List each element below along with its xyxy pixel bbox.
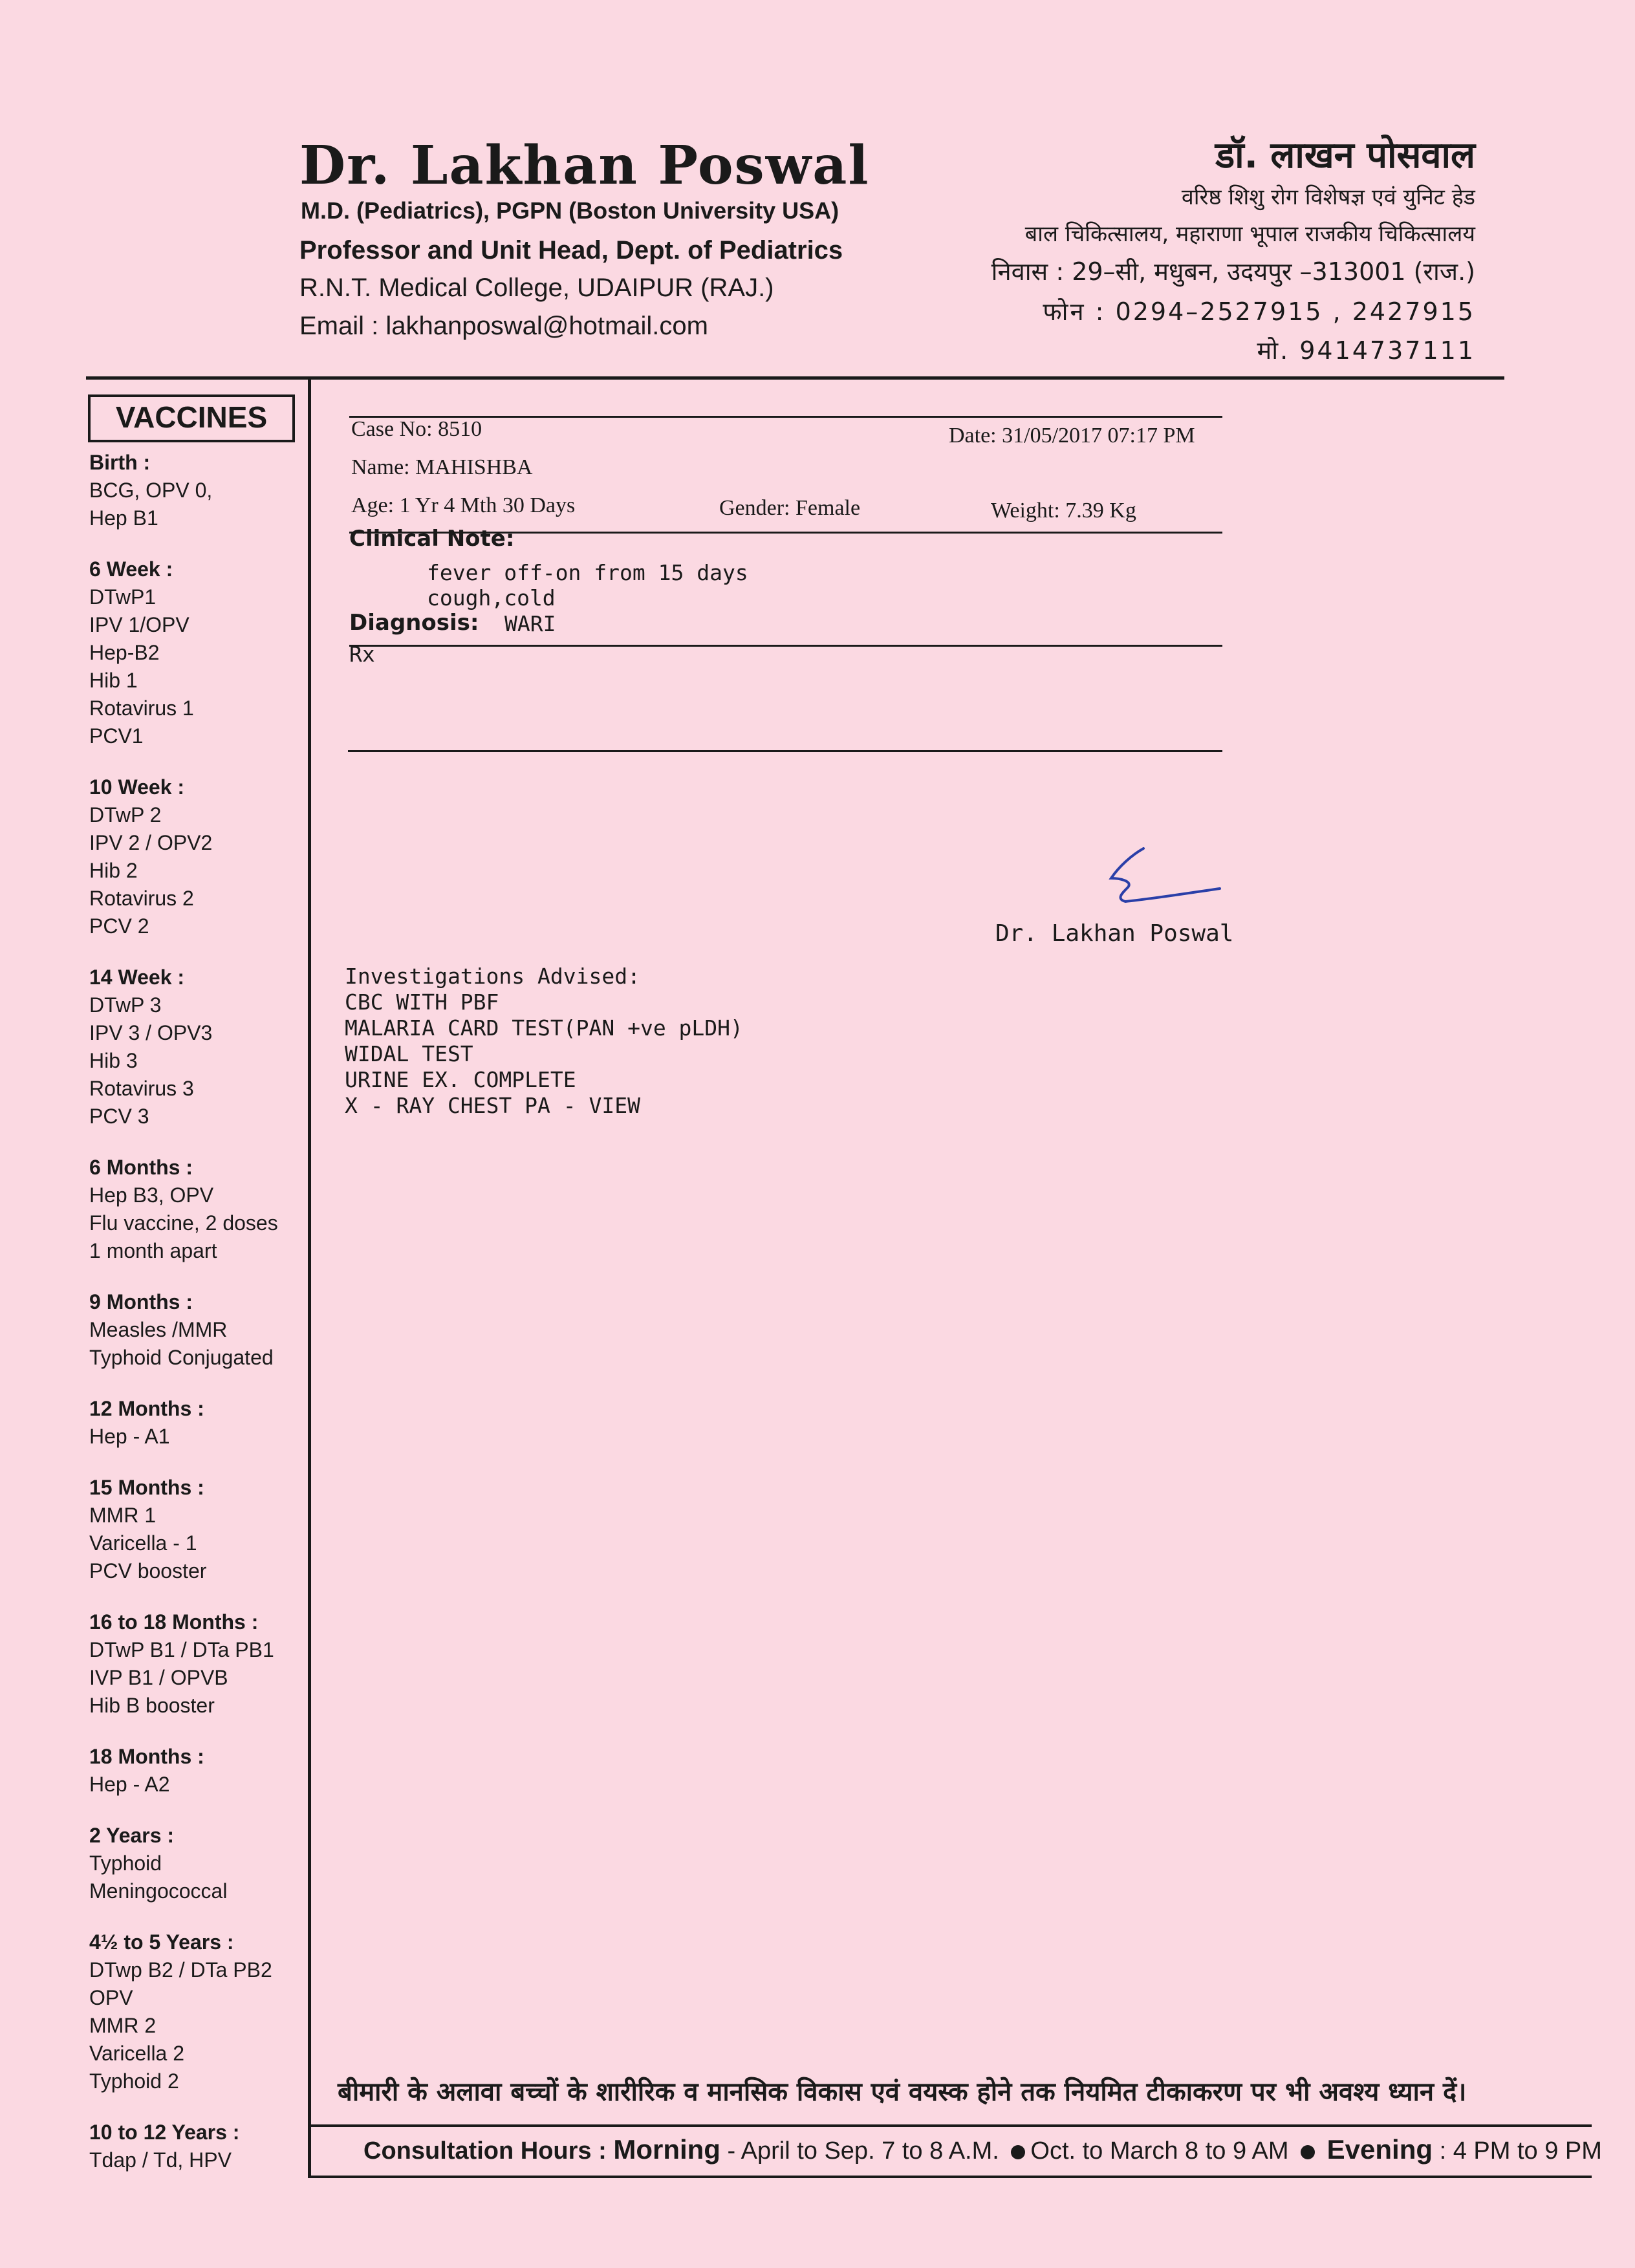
hindi-phone: फोन : 0294–2527915 , 2427915 [1043,297,1475,326]
vaccine-item: Measles /MMR [89,1318,228,1341]
vaccine-item: 1 month apart [89,1239,217,1262]
vaccine-group-title: 6 Week : [89,557,173,581]
vaccine-group [89,773,309,940]
hindi-residence: निवास : 29–सी, मधुबन, उदयपुर –313001 (राज.) [991,257,1475,286]
diagnosis-rule [349,645,1222,647]
vaccine-item: PCV1 [89,724,144,748]
vaccine-item: Rotavirus 3 [89,1077,194,1100]
vaccine-group [89,1822,309,1905]
doctor-name-hindi: डॉ. लाखन पोसवाल [1215,135,1475,177]
vaccine-item: DTwP B1 / DTa PB1 [89,1638,274,1661]
vaccine-group [89,2119,309,2174]
hindi-hospital: बाल चिकित्सालय, महाराणा भूपाल राजकीय चिकित्सालय [1024,221,1475,247]
investigation-item: MALARIA CARD TEST(PAN +ve pLDH) [345,1015,743,1041]
vaccine-item: Typhoid [89,1852,162,1875]
footer-hindi-note: बीमारी के अलावा बच्चों के शारीरिक व मानसिक विकास एवं वयस्क होने तक नियमित टीकाकरण पर भी अवश्य ध्यान दें। [338,2077,1467,2107]
vaccine-item: BCG, OPV 0, [89,479,213,502]
vaccine-group [89,1474,309,1585]
investigation-item: URINE EX. COMPLETE [345,1067,576,1092]
vaccine-item: Typhoid 2 [89,2069,179,2093]
patient-weight: Weight: 7.39 Kg [991,499,1136,523]
rx-bottom-rule [348,750,1222,752]
visit-date: Date: 31/05/2017 07:17 PM [949,424,1195,448]
footer-bottom-rule [311,2176,1592,2178]
vaccine-item: Rotavirus 2 [89,887,194,910]
vaccine-group-title: 4½ to 5 Years : [89,1930,234,1954]
morning-label: Morning [613,2134,720,2165]
vaccine-group-title: 9 Months : [89,1290,193,1313]
investigations-label: Investigations Advised: [345,964,640,989]
vaccine-item: PCV 2 [89,914,149,938]
investigations-list [345,989,743,1119]
vaccine-item: MMR 1 [89,1504,157,1527]
vaccine-item: MMR 2 [89,2014,157,2037]
vaccine-group-title: 12 Months : [89,1397,204,1420]
vaccine-item: DTwp B2 / DTa PB2 [89,1958,272,1982]
vaccine-group [89,1288,309,1372]
vaccine-item: Varicella 2 [89,2042,185,2065]
doctor-college: R.N.T. Medical College, UDAIPUR (RAJ.) [299,274,774,302]
vaccine-item: Flu vaccine, 2 doses [89,1211,278,1235]
hours-label: Consultation Hours : [363,2137,607,2165]
vaccine-group [89,449,309,532]
vaccine-item: IVP B1 / OPVB [89,1666,228,1689]
doctor-signature [1074,841,1222,912]
consultation-hours [363,2134,1602,2165]
hindi-mobile: मो. 9414737111 [1257,336,1475,365]
vaccine-group-title: 10 to 12 Years : [89,2121,240,2144]
diagnosis-value: WARI [504,611,556,636]
vaccine-item: Hep B1 [89,506,158,530]
bullet-dot [1011,2145,1025,2159]
vaccine-group [89,556,309,750]
vaccine-group [89,1743,309,1798]
investigation-item: WIDAL TEST [345,1041,473,1066]
evening-text: : 4 PM to 9 PM [1433,2137,1602,2165]
vaccine-item: OPV [89,1986,133,2009]
doctor-degrees: M.D. (Pediatrics), PGPN (Boston University USA) [301,197,839,224]
signature-name: Dr. Lakhan Poswal [995,920,1234,947]
vaccine-group [89,964,309,1130]
vaccine-item: Hib 2 [89,859,138,882]
vaccine-group [89,1608,309,1720]
bullet-dot [1301,2145,1315,2159]
vaccine-item: Hep - A1 [89,1425,170,1448]
vaccine-group-title: 14 Week : [89,966,185,989]
patient-gender: Gender: Female [719,496,861,520]
vaccine-item: DTwP 2 [89,803,162,826]
vaccine-item: PCV booster [89,1559,207,1582]
footer-top-rule [311,2124,1592,2127]
vaccine-group-title: 10 Week : [89,775,185,799]
vaccine-group [89,1928,309,2095]
vaccine-group-title: 2 Years : [89,1824,175,1847]
vaccine-group-title: 15 Months : [89,1476,204,1499]
vaccine-group-title: 18 Months : [89,1745,204,1768]
doctor-name: Dr. Lakhan Poswal [299,135,870,197]
vaccine-item: DTwP1 [89,585,157,609]
vaccine-item: IPV 2 / OPV2 [89,831,213,854]
investigation-item: X - RAY CHEST PA - VIEW [345,1093,640,1118]
vaccines-title: VACCINES [115,400,268,434]
vaccine-item: IPV 3 / OPV3 [89,1021,213,1044]
vaccine-group [89,1154,309,1265]
vaccine-group-title: Birth : [89,451,151,474]
vaccine-item: Hib 3 [89,1049,138,1072]
header-rule [86,376,1504,380]
vaccine-item: IPV 1/OPV [89,613,189,636]
vaccine-item: Hep-B2 [89,641,160,664]
morning-text: - April to Sep. 7 to 8 A.M. [720,2137,1006,2165]
vaccine-item: Typhoid Conjugated [89,1346,274,1369]
vaccine-item: Hib B booster [89,1694,215,1717]
clinical-note-line-1: fever off-on from 15 days [427,560,748,585]
vaccine-schedule [89,449,309,2198]
case-number: Case No: 8510 [351,417,482,441]
clinical-note-line-2: cough,cold [427,585,556,610]
hindi-designation: वरिष्ठ शिशु रोग विशेषज्ञ एवं युनिट हेड [1181,184,1475,210]
diagnosis-label: Diagnosis: [349,610,479,636]
vaccine-item: Tdap / Td, HPV [89,2148,232,2172]
evening-label: Evening [1326,2134,1433,2165]
vaccine-item: Hib 1 [89,669,138,692]
vaccine-item: Meningococcal [89,1879,228,1903]
vaccine-group-title: 6 Months : [89,1156,193,1179]
vaccine-group-title: 16 to 18 Months : [89,1610,259,1634]
investigation-item: CBC WITH PBF [345,989,499,1015]
vaccine-item: Varicella - 1 [89,1531,197,1555]
vaccine-item: Rotavirus 1 [89,697,194,720]
vaccine-item: Hep - A2 [89,1773,170,1796]
doctor-designation: Professor and Unit Head, Dept. of Pediatrics [299,236,843,265]
vaccine-item: PCV 3 [89,1105,149,1128]
rx-symbol: Rx [349,642,375,667]
vaccine-item: Hep B3, OPV [89,1183,214,1207]
vaccine-group [89,1395,309,1451]
patient-name: Name: MAHISHBA [351,455,533,479]
oct-text: Oct. to March 8 to 9 AM [1030,2137,1296,2165]
clinical-note-label: Clinical Note: [349,526,515,552]
patient-age: Age: 1 Yr 4 Mth 30 Days [351,493,576,517]
vaccine-item: DTwP 3 [89,993,162,1017]
doctor-email: Email : lakhanposwal@hotmail.com [299,312,708,340]
